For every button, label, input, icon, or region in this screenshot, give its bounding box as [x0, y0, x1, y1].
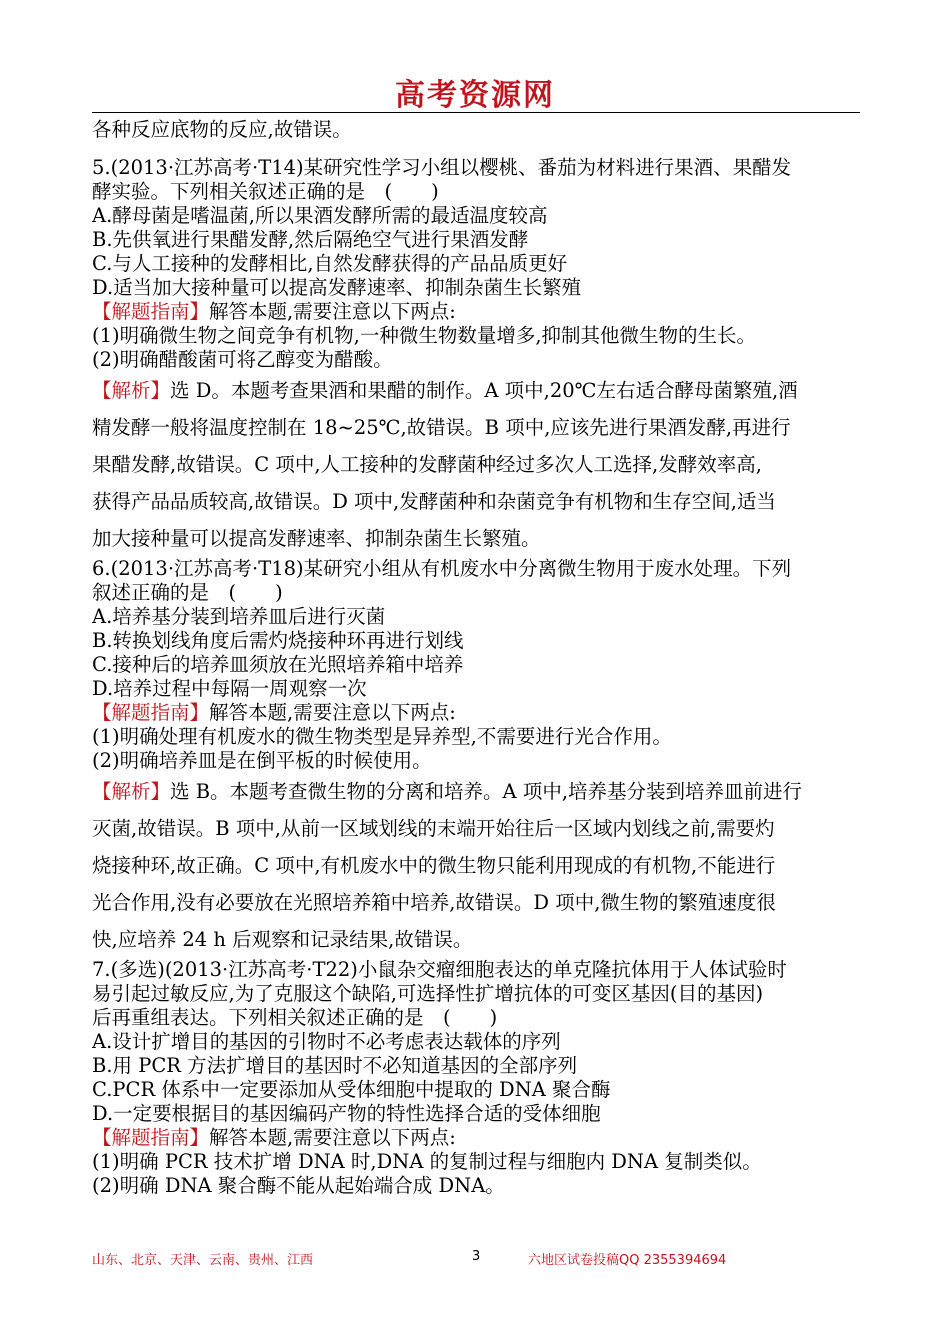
text-line — [92, 605, 862, 629]
line-text: 酵实验。下列相关叙述正确的是 ( ) — [92, 180, 439, 203]
line-text: 获得产品品质较高,故错误。D 项中,发酵菌种和杂菌竞争有机物和生存空间,适当 — [92, 490, 776, 513]
section-tag: 【解析】 — [92, 780, 171, 803]
line-text: 叙述正确的是 ( ) — [92, 581, 283, 604]
analysis-line — [92, 372, 862, 409]
text-line — [92, 118, 862, 142]
line-text: D.培养过程中每隔一周观察一次 — [92, 677, 367, 700]
text-line — [92, 581, 862, 605]
line-text: 6.(2013·江苏高考·T18)某研究小组从有机废水中分离微生物用于废水处理。下列 — [92, 557, 792, 580]
text-line — [92, 228, 862, 252]
line-text: (2)明确醋酸菌可将乙醇变为醋酸。 — [92, 348, 393, 371]
text-line — [92, 1006, 862, 1030]
section-tag: 【解题指南】 — [92, 701, 210, 724]
text-line — [92, 725, 862, 749]
line-text: D.一定要根据目的基因编码产物的特性选择合适的受体细胞 — [92, 1102, 601, 1125]
text-line — [92, 204, 862, 228]
text-line — [92, 1054, 862, 1078]
document-body — [92, 118, 862, 1198]
line-text: 解答本题,需要注意以下两点: — [209, 300, 456, 323]
line-text: 灭菌,故错误。B 项中,从前一区域划线的末端开始往后一区域内划线之前,需要灼 — [92, 817, 775, 840]
text-line — [92, 300, 862, 324]
line-text: 5.(2013·江苏高考·T14)某研究性学习小组以樱桃、番茄为材料进行果酒、果醋发 — [92, 156, 792, 179]
line-text: 加大接种量可以提高发酵速率、抑制杂菌生长繁殖。 — [92, 527, 541, 550]
line-text: 选 D。本题考查果酒和果醋的制作。A 项中,20℃左右适合酵母菌繁殖,酒 — [170, 379, 798, 402]
line-text: 7.(多选)(2013·江苏高考·T22)小鼠杂交瘤细胞表达的单克隆抗体用于人体试验时 — [92, 958, 787, 981]
line-text: C.接种后的培养皿须放在光照培养箱中培养 — [92, 653, 464, 676]
text-line — [92, 1150, 862, 1174]
line-text: A.培养基分装到培养皿后进行灭菌 — [92, 605, 386, 628]
line-text: D.适当加大接种量可以提高发酵速率、抑制杂菌生长繁殖 — [92, 276, 582, 299]
line-text: C.PCR 体系中一定要添加从受体细胞中提取的 DNA 聚合酶 — [92, 1078, 611, 1101]
text-line — [92, 629, 862, 653]
line-text: (1)明确 PCR 技术扩增 DNA 时,DNA 的复制过程与细胞内 DNA 复制类似。 — [92, 1150, 762, 1173]
text-line — [92, 156, 862, 180]
line-text: 后再重组表达。下列相关叙述正确的是 ( ) — [92, 1006, 498, 1029]
text-line — [92, 653, 862, 677]
line-text: (2)明确培养皿是在倒平板的时候使用。 — [92, 749, 432, 772]
page-footer — [92, 1249, 862, 1269]
analysis-line — [92, 409, 862, 446]
line-text: A.设计扩增目的基因的引物时不必考虑表达载体的序列 — [92, 1030, 561, 1053]
line-text: 解答本题,需要注意以下两点: — [209, 1126, 456, 1149]
text-line — [92, 958, 862, 982]
line-text: (1)明确微生物之间竞争有机物,一种微生物数量增多,抑制其他微生物的生长。 — [92, 324, 757, 347]
line-text: (1)明确处理有机废水的微生物类型是异养型,不需要进行光合作用。 — [92, 725, 672, 748]
text-line — [92, 1030, 862, 1054]
line-text: 快,应培养 24 h 后观察和记录结果,故错误。 — [92, 928, 473, 951]
text-line — [92, 1126, 862, 1150]
header-logo: 高考资源网 — [395, 78, 555, 113]
text-line — [92, 982, 862, 1006]
section-tag: 【解析】 — [92, 379, 171, 402]
text-line — [92, 276, 862, 300]
header-divider — [92, 112, 860, 113]
text-line — [92, 1174, 862, 1198]
line-text: 解答本题,需要注意以下两点: — [209, 701, 456, 724]
line-text: A.酵母菌是嗜温菌,所以果酒发酵所需的最适温度较高 — [92, 204, 548, 227]
text-line — [92, 1102, 862, 1126]
line-text: 光合作用,没有必要放在光照培养箱中培养,故错误。D 项中,微生物的繁殖速度很 — [92, 891, 776, 914]
line-text: 各种反应底物的反应,故错误。 — [92, 118, 352, 141]
line-text: B.用 PCR 方法扩增目的基因时不必知道基因的全部序列 — [92, 1054, 578, 1077]
text-line — [92, 348, 862, 372]
text-line — [92, 677, 862, 701]
line-text: 易引起过敏反应,为了克服这个缺陷,可选择性扩增抗体的可变区基因(目的基因) — [92, 982, 764, 1005]
section-tag: 【解题指南】 — [92, 300, 210, 323]
footer-contact: 六地区试卷投稿QQ 2355394694 — [528, 1253, 727, 1268]
text-line — [92, 749, 862, 773]
analysis-line — [92, 483, 862, 520]
analysis-line — [92, 773, 862, 810]
analysis-line — [92, 446, 862, 483]
line-text: B.先供氧进行果醋发酵,然后隔绝空气进行果酒发酵 — [92, 228, 529, 251]
line-text: (2)明确 DNA 聚合酶不能从起始端合成 DNA。 — [92, 1174, 505, 1197]
analysis-line — [92, 921, 862, 958]
text-line — [92, 180, 862, 204]
text-line — [92, 324, 862, 348]
line-text: 选 B。本题考查微生物的分离和培养。A 项中,培养基分装到培养皿前进行 — [170, 780, 803, 803]
section-tag: 【解题指南】 — [92, 1126, 210, 1149]
text-line — [92, 557, 862, 581]
text-line — [92, 701, 862, 725]
analysis-line — [92, 810, 862, 847]
text-line — [92, 1078, 862, 1102]
line-text: 烧接种环,故正确。C 项中,有机废水中的微生物只能利用现成的有机物,不能进行 — [92, 854, 776, 877]
text-line — [92, 252, 862, 276]
analysis-line — [92, 520, 862, 557]
line-text: C.与人工接种的发酵相比,自然发酵获得的产品品质更好 — [92, 252, 568, 275]
footer-regions: 山东、北京、天津、云南、贵州、江西 — [92, 1253, 314, 1268]
line-text: 精发酵一般将温度控制在 18~25℃,故错误。B 项中,应该先进行果酒发酵,再进行 — [92, 416, 791, 439]
line-text: 果醋发酵,故错误。C 项中,人工接种的发酵菌种经过多次人工选择,发酵效率高, — [92, 453, 762, 476]
page-number: 3 — [472, 1249, 481, 1264]
analysis-line — [92, 884, 862, 921]
analysis-line — [92, 847, 862, 884]
line-text: B.转换划线角度后需灼烧接种环再进行划线 — [92, 629, 464, 652]
